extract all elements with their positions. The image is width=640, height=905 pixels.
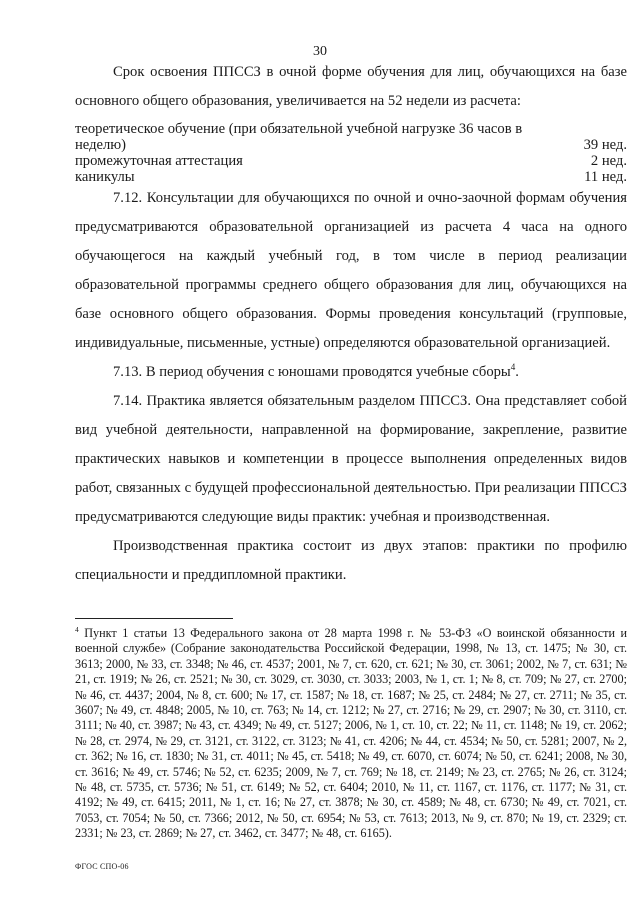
hours-label: каникулы (75, 169, 135, 185)
footnote-marker: 4 (75, 624, 79, 634)
section-7-12: 7.12. Консультации для обучающихся по очной и очно-заочной формам обучения предусматриваются образовательной организацией из расчета 4 часа на одного обучающегося на каждый учебный год, в том числе в период реализации образовательной программы среднего общего образования для лиц, обучающихся на базе основного общего образования. Формы проведения консультаций (групповые, индивидуальные, письменные, устные) определяются образовательной организацией. (75, 190, 627, 351)
sections-block (75, 184, 627, 590)
footnote-reference[interactable]: 4 (510, 362, 516, 373)
page-number: 30 (313, 44, 327, 59)
hours-label: теоретическое обучение (при обязательной учебной нагрузке 36 часов в (75, 121, 523, 137)
hours-value: 11 нед. (584, 169, 627, 185)
section-7-13-text: 7.13. В период обучения с юношами проводятся учебные сборы (113, 364, 511, 380)
footnote-separator (75, 618, 233, 619)
hours-value: 39 нед. (583, 137, 627, 153)
hours-row (75, 121, 627, 137)
hours-row (75, 137, 627, 153)
hours-row (75, 153, 627, 169)
hours-row (75, 169, 627, 185)
section-7-13: 7.13. В период обучения с юношами проводятся учебные сборы$^4$. (113, 362, 519, 380)
footnote (75, 626, 627, 842)
hours-label: промежуточная аттестация (75, 153, 243, 169)
section-7-14: 7.14. Практика является обязательным разделом ППССЗ. Она представляет собой вид учебной деятельности, направленной на формирование, закрепление, развитие практических навыков и компетенции в процессе выполнения определенных видов работ, связанных с будущей профессиональной деятельностью. При реализации ППССЗ предусматриваются следующие виды практик: учебная и производственная. (75, 393, 627, 525)
footnote-text: Пункт 1 статьи 13 Федерального закона от 28 марта 1998 г. № 53-ФЗ «О воинской обязанности и военной службе» (Собрание законодательства Российской Федерации, 1998, № 13, ст. 1475; № 30, ст. 3613; 2000, № 33, ст. 3348; № 46, ст. 4537; 2001, № 7, ст. 620, ст. 621; № 30, ст. 3061; 2002, № 7, ст. 631; № 21, ст. 1919; № 26, ст. 2521; № 30, ст. 3029, ст. 3030, ст. 3033; 2003, № 1, ст. 1; № 8, ст. 709; № 27, ст. 2700; № 46, ст. 4437; 2004, № 8, ст. 600; № 17, ст. 1587; № 18, ст. 1687; № 25, ст. 2484; № 27, ст. 2711; № 35, ст. 3607; № 49, ст. 4848; 2005, № 10, ст. 763; № 14, ст. 1212; № 27, ст. 2716; № 29, ст. 2907; № 30, ст. 3110, ст. 3111; № 40, ст. 3987; № 43, ст. 4349; № 49, ст. 5127; 2006, № 1, ст. 10, ст. 22; № 11, ст. 1148; № 19, ст. 2062; № 28, ст. 2974, № 29, ст. 3121, ст. 3122, ст. 3123; № 41, ст. 4206; № 44, ст. 4534; № 50, ст. 5281; 2007, № 2, ст. 362; № 16, ст. 1830; № 31, ст. 4011; № 45, ст. 5418; № 49, ст. 6070, ст. 6074; № 50, ст. 6241; 2008, № 30, ст. 3616; № 49, ст. 5746; № 52, ст. 6235; 2009, № 7, ст. 769; № 18, ст. 2149; № 23, ст. 2765; № 26, ст. 3124; № 48, ст. 5735, ст. 5736; № 51, ст. 6149; № 52, ст. 6404; 2010, № 11, ст. 1167, ст. 1176, ст. 1177; № 31, ст. 4192; № 49, ст. 6415; 2011, № 1, ст. 16; № 27, ст. 3878; № 30, ст. 4589; № 48, ст. 6730; № 49, ст. 7021, ст. 7053, ст. 7054; № 50, ст. 7366; 2012, № 50, ст. 6954; № 53, ст. 7613; 2013, № 9, ст. 870; № 19, ст. 2329; ст. 2331; № 23, ст. 2869; № 27, ст. 3462, ст. 3477; № 48, ст. 6165). (75, 626, 627, 841)
intro-block (75, 58, 627, 116)
hours-value: 2 нед. (590, 153, 627, 169)
intro-paragraph: Срок освоения ППССЗ в очной форме обучения для лиц, обучающихся на базе основного общего образования, увеличивается на 52 недели из расчета: (75, 64, 627, 109)
production-practice-paragraph: Производственная практика состоит из двух этапов: практики по профилю специальности и преддипломной практики. (75, 538, 627, 583)
hours-breakdown (75, 121, 627, 185)
hours-label: неделю) (75, 137, 127, 153)
footer-mark: ФГОС СПО-06 (75, 862, 129, 871)
